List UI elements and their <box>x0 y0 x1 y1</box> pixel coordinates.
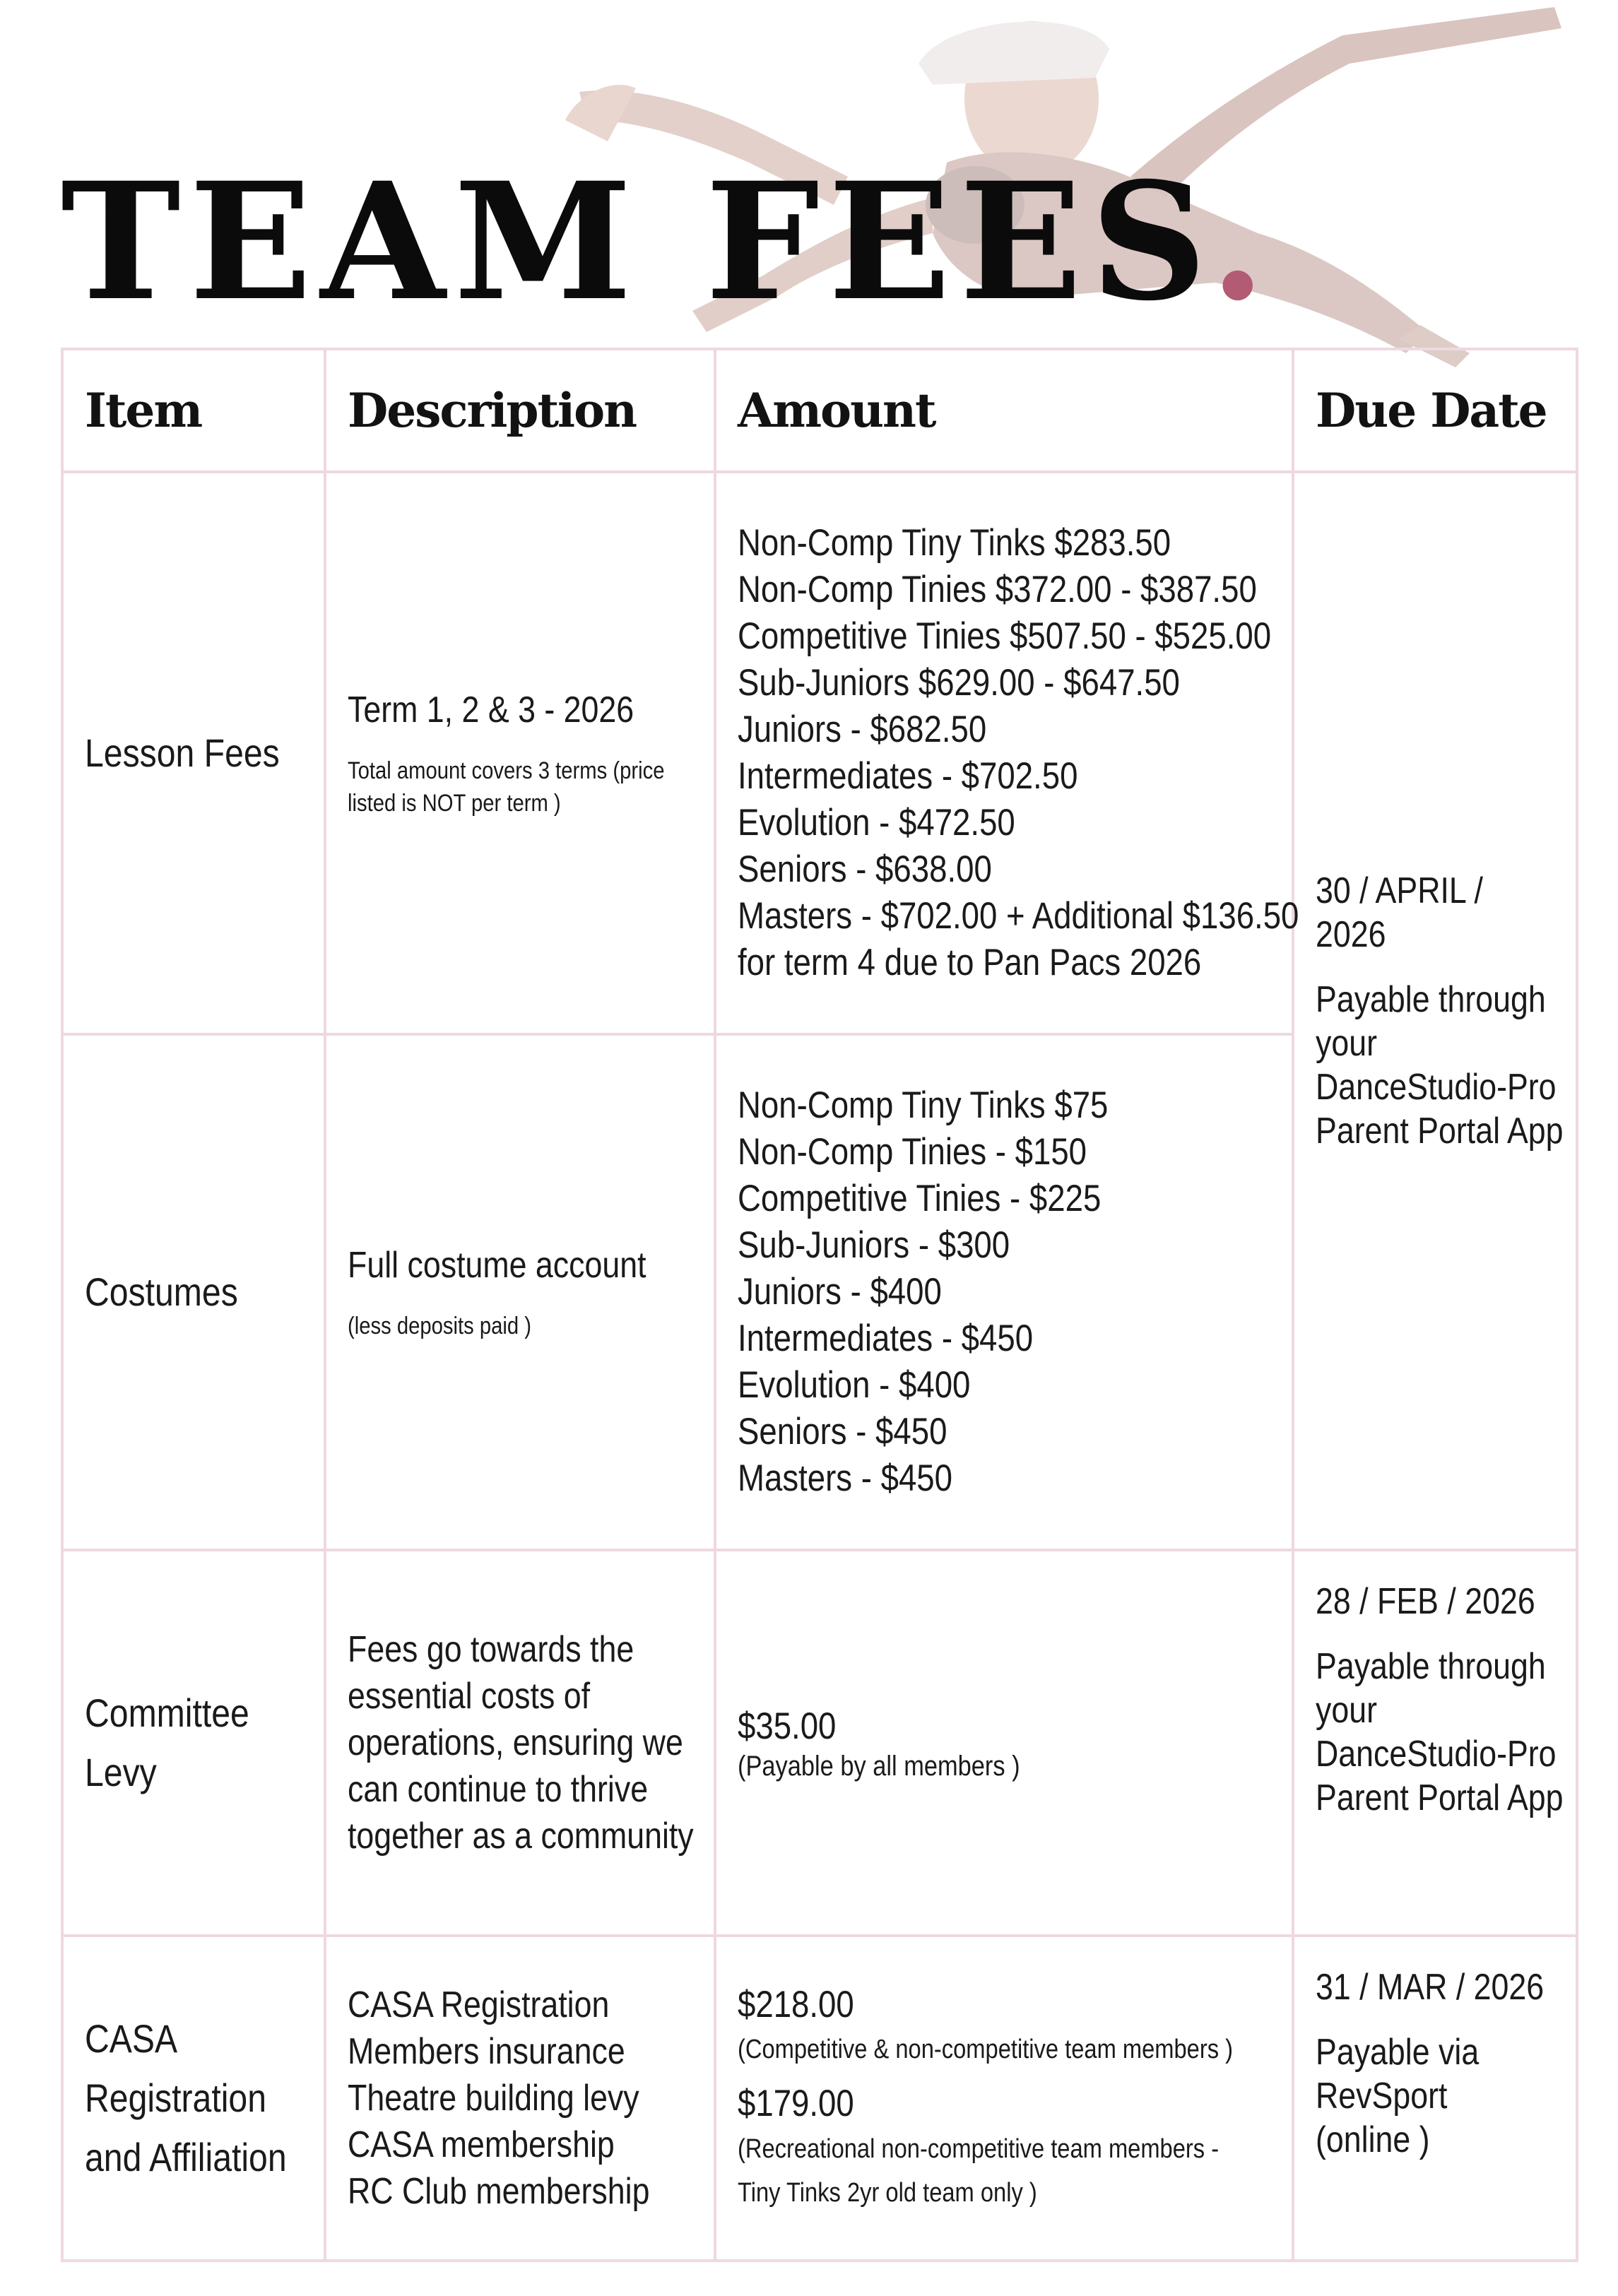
lesson-note-1: Total amount covers 3 terms (price <box>348 757 665 784</box>
levy-description: essential costs of <box>348 1676 591 1717</box>
levy-payment-line: Payable through <box>1316 1646 1546 1687</box>
levy-amount: $35.00 <box>738 1705 837 1747</box>
costumes-amount: Non-Comp Tiny Tinks $75 <box>738 1084 1109 1126</box>
casa-payment-line: Payable via <box>1316 2032 1480 2073</box>
costumes-amount: Sub-Juniors - $300 <box>738 1224 1010 1266</box>
levy-item-2: Levy <box>85 1750 157 1794</box>
lesson-item: Lesson Fees <box>85 730 280 775</box>
title-dot: . <box>1210 147 1275 336</box>
costumes-item: Costumes <box>85 1270 238 1314</box>
levy-item-1: Committee <box>85 1691 249 1735</box>
costumes-amount: Juniors - $400 <box>738 1271 942 1313</box>
levy-description: operations, ensuring we <box>348 1722 683 1763</box>
shared-due-date-2: 2026 <box>1316 914 1386 955</box>
row-casa <box>62 1936 1577 2261</box>
shared-payment-line: Payable through <box>1316 979 1546 1020</box>
casa-description: RC Club membership <box>348 2171 650 2212</box>
costumes-amount: Intermediates - $450 <box>738 1318 1034 1359</box>
costumes-amount: Seniors - $450 <box>738 1411 947 1452</box>
header-amount: Amount <box>715 349 1293 472</box>
header-due-date: Due Date <box>1293 349 1577 472</box>
levy-payment-line: your <box>1316 1690 1377 1731</box>
row-lesson-fees <box>62 472 1577 1034</box>
lesson-amount: Juniors - $682.50 <box>738 709 987 750</box>
lesson-amount: Competitive Tinies $507.50 - $525.00 <box>738 615 1272 657</box>
lesson-amount: Intermediates - $702.50 <box>738 755 1078 797</box>
lesson-amount: Masters - $702.00 + Additional $136.50 <box>738 895 1299 937</box>
lesson-description: Term 1, 2 & 3 - 2026 <box>348 690 634 730</box>
casa-description: Theatre building levy <box>348 2078 639 2119</box>
casa-amount-2: $179.00 <box>738 2083 854 2124</box>
levy-payment-line: DanceStudio-Pro <box>1316 1734 1557 1775</box>
shared-due-date-1: 30 / APRIL / <box>1316 870 1483 911</box>
costumes-note: (less deposits paid ) <box>348 1313 532 1339</box>
shared-payment-line: Parent Portal App <box>1316 1111 1564 1152</box>
lesson-note-2: listed is NOT per term ) <box>348 790 561 817</box>
casa-payment-line: (online ) <box>1316 2119 1430 2160</box>
levy-payment-line: Parent Portal App <box>1316 1777 1564 1818</box>
header-row <box>62 349 1577 472</box>
casa-description: Members insurance <box>348 2031 625 2072</box>
casa-item-2: Registration <box>85 2076 266 2120</box>
shared-payment-line: your <box>1316 1023 1377 1064</box>
lesson-amount: Evolution - $472.50 <box>738 802 1015 844</box>
levy-description: Fees go towards the <box>348 1629 634 1670</box>
costumes-amount: Competitive Tinies - $225 <box>738 1178 1102 1219</box>
lesson-amount: Sub-Juniors $629.00 - $647.50 <box>738 662 1180 704</box>
lesson-amount: Seniors - $638.00 <box>738 848 992 890</box>
levy-due-date: 28 / FEB / 2026 <box>1316 1581 1535 1622</box>
costumes-amount: Evolution - $400 <box>738 1364 971 1406</box>
casa-amount-2-note-1: (Recreational non-competitive team members - <box>738 2134 1220 2164</box>
costumes-amount: Non-Comp Tinies - $150 <box>738 1131 1087 1173</box>
row-committee-levy <box>62 1550 1577 1936</box>
fees-table <box>61 348 1578 2262</box>
costumes-description: Full costume account <box>348 1245 646 1286</box>
lesson-amount: Non-Comp Tinies $372.00 - $387.50 <box>738 569 1257 610</box>
header-item: Item <box>62 349 325 472</box>
lesson-amount: Non-Comp Tiny Tinks $283.50 <box>738 522 1171 564</box>
page-title: TEAM FEES. <box>61 147 1275 336</box>
lesson-amount: for term 4 due to Pan Pacs 2026 <box>738 942 1202 983</box>
casa-item-3: and Affiliation <box>85 2135 287 2179</box>
levy-amount-note: (Payable by all members ) <box>738 1751 1020 1782</box>
casa-description: CASA membership <box>348 2124 615 2165</box>
casa-amount-1-note: (Competitive & non-competitive team members ) <box>738 2035 1234 2064</box>
levy-description: can continue to thrive <box>348 1769 649 1810</box>
costumes-amount: Masters - $450 <box>738 1457 952 1499</box>
casa-payment-line: RevSport <box>1316 2076 1448 2117</box>
casa-amount-1: $218.00 <box>738 1984 854 2025</box>
shared-payment-line: DanceStudio-Pro <box>1316 1067 1557 1108</box>
shared-due-cell <box>1293 472 1577 1550</box>
casa-due-date: 31 / MAR / 2026 <box>1316 1967 1545 2008</box>
levy-description: together as a community <box>348 1816 694 1857</box>
casa-amount-2-note-2: Tiny Tinks 2yr old team only ) <box>738 2178 1037 2208</box>
casa-description: CASA Registration <box>348 1984 610 2025</box>
casa-item-1: CASA <box>85 2016 178 2061</box>
header-description: Description <box>325 349 715 472</box>
